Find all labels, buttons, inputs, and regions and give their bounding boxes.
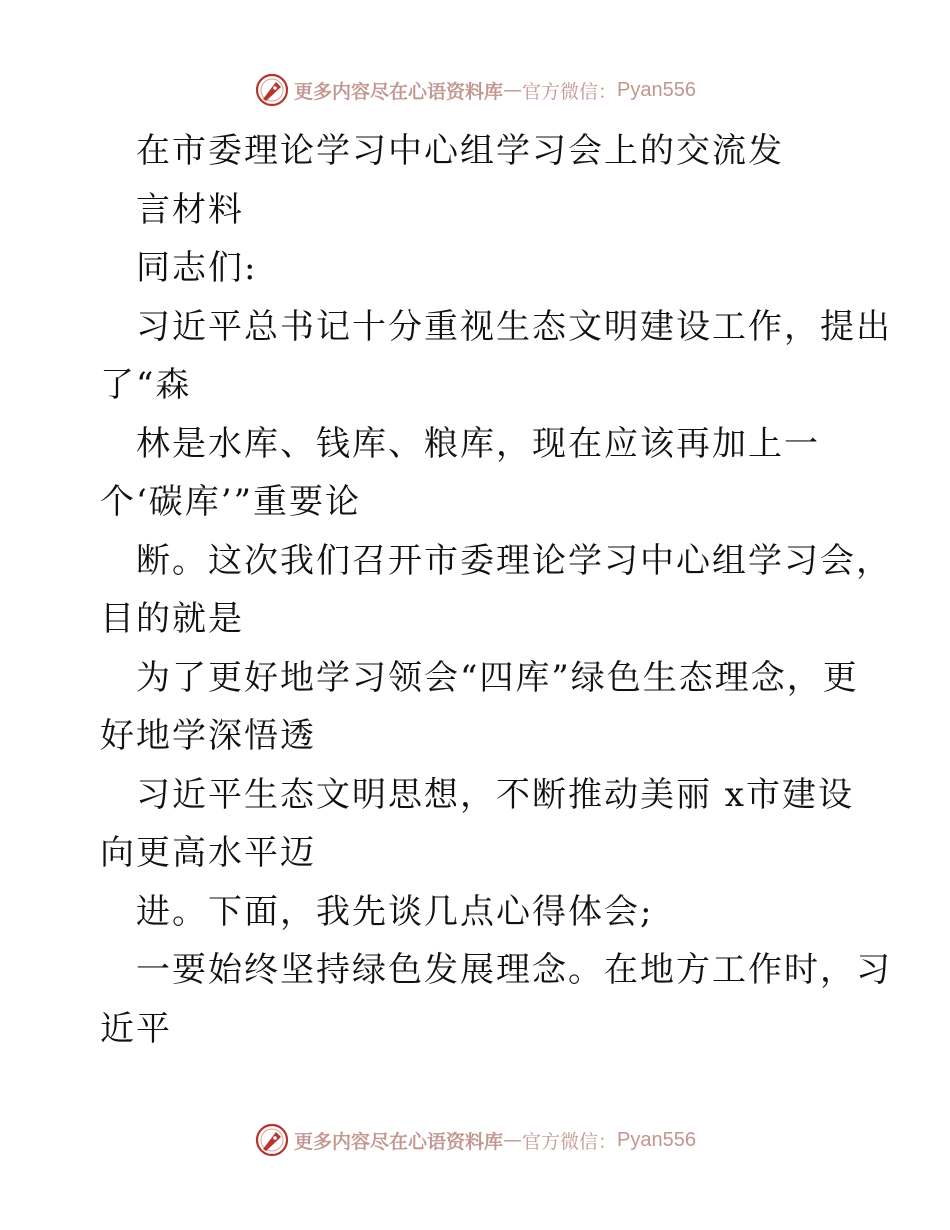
text-line: 好地学深悟透 bbox=[100, 716, 316, 756]
text-line: 断。这次我们召开市委理论学习中心组学习会， bbox=[136, 540, 892, 581]
text-line: 了“森 bbox=[100, 365, 192, 405]
text-line: 为了更好地学习领会“四库”绿色生态理念，更 bbox=[136, 657, 859, 698]
watermark-official-label: 官方微信： bbox=[522, 1130, 618, 1153]
text-line: 个‘碳库’”重要论 bbox=[100, 482, 361, 522]
text-line: 向更高水平迈 bbox=[100, 833, 316, 873]
document-body bbox=[100, 122, 892, 1058]
text-line: 在市委理论学习中心组学习会上的交流发 bbox=[136, 131, 784, 171]
watermark-main-text: 更多内容尽在心语资料库 bbox=[294, 80, 504, 103]
watermark-dash: — bbox=[503, 79, 523, 101]
watermark-main-text: 更多内容尽在心语资料库 bbox=[294, 1130, 504, 1153]
watermark-official-label: 官方微信： bbox=[522, 80, 618, 103]
text-line: 目的就是 bbox=[100, 599, 244, 639]
text-line: 习近平总书记十分重视生态文明建设工作，提出 bbox=[136, 306, 892, 347]
text-line: 近平 bbox=[100, 1008, 172, 1049]
watermark-wechat-id: Pyan556 bbox=[617, 1128, 696, 1151]
pen-nib-circle-icon bbox=[254, 72, 290, 108]
watermark-dash: — bbox=[503, 1129, 523, 1151]
text-line: 言材料 bbox=[136, 189, 244, 230]
header-watermark bbox=[0, 70, 950, 110]
watermark-wechat-id: Pyan556 bbox=[617, 78, 696, 101]
text-line: 林是水库、钱库、粮库，现在应该再加上一 bbox=[136, 423, 820, 464]
text-line: 同志们: bbox=[136, 248, 258, 288]
pen-nib-circle-icon bbox=[254, 1122, 290, 1158]
footer-watermark bbox=[0, 1120, 950, 1160]
text-line: 习近平生态文明思想，不断推动美丽 x市建设 bbox=[136, 774, 854, 815]
text-line: 一要始终坚持绿色发展理念。在地方工作时，习 bbox=[136, 950, 892, 990]
text-line: 进。下面，我先谈几点心得体会; bbox=[136, 891, 654, 932]
